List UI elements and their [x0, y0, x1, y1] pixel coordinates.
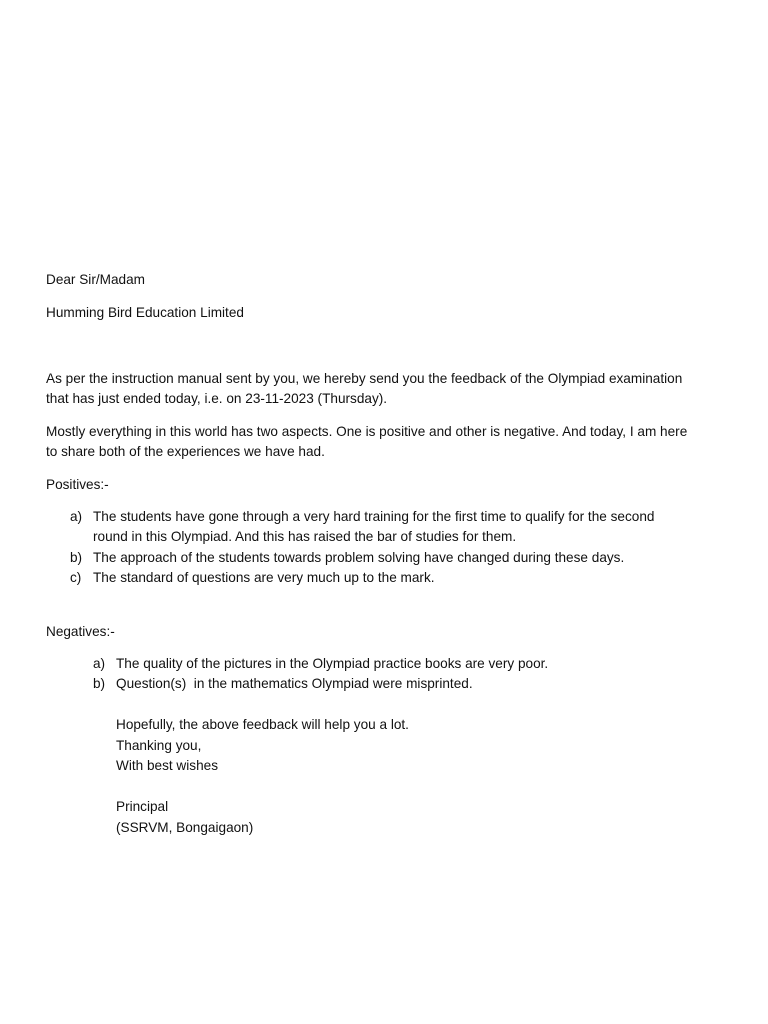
intro-line-2: that has just ended today, i.e. on 23-11-2023 (Thursday).: [46, 391, 388, 406]
list-marker: a): [70, 509, 83, 524]
list-marker: b): [70, 550, 83, 565]
list-item: Question(s) in the mathematics Olympiad were misprinted.: [116, 676, 473, 691]
list-item: The quality of the pictures in the Olympiad practice books are very poor.: [116, 656, 549, 671]
closing-line: Thanking you,: [116, 738, 202, 753]
recipient: Humming Bird Education Limited: [46, 305, 244, 320]
positives-heading: Positives:-: [46, 477, 109, 492]
negatives-heading: Negatives:-: [46, 624, 115, 639]
list-marker: b): [93, 676, 106, 691]
list-marker: c): [70, 570, 82, 585]
signature-title: Principal: [116, 799, 169, 814]
salutation: Dear Sir/Madam: [46, 272, 145, 287]
closing-line: Hopefully, the above feedback will help you a lot.: [116, 717, 409, 732]
aspects-line-2: to share both of the experiences we have had.: [46, 444, 325, 459]
list-item: The approach of the students towards problem solving have changed during these days.: [93, 550, 625, 565]
list-item-continuation: round in this Olympiad. And this has raised the bar of studies for them.: [93, 529, 517, 544]
aspects-line-1: Mostly everything in this world has two aspects. One is positive and other is negative. And today, I am here: [46, 424, 688, 439]
intro-line-1: As per the instruction manual sent by you, we hereby send you the feedback of the Olympiad examination: [46, 371, 683, 386]
signature-org: (SSRVM, Bongaigaon): [116, 820, 254, 835]
list-item: The standard of questions are very much up to the mark.: [93, 570, 435, 585]
closing-line: With best wishes: [116, 758, 218, 773]
list-item: The students have gone through a very hard training for the first time to qualify for the second: [93, 509, 655, 524]
list-marker: a): [93, 656, 106, 671]
